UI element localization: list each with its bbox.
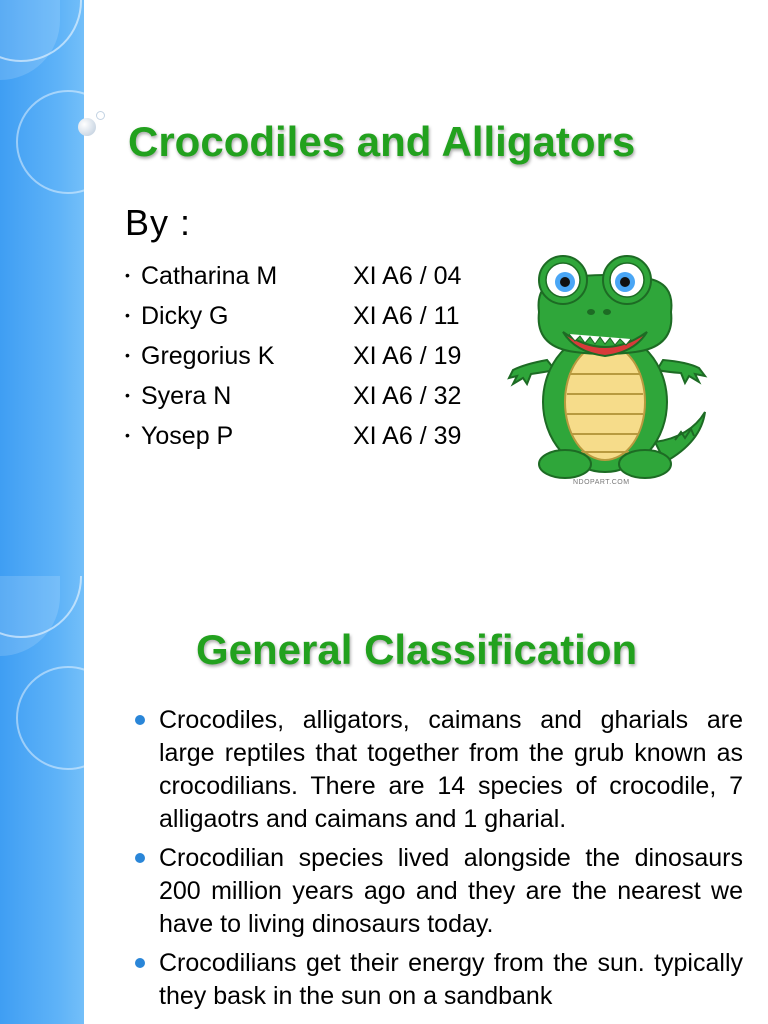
bullet-item [135, 947, 743, 1013]
decorative-ring [0, 0, 82, 62]
by-label: By : [125, 202, 192, 243]
bullet-item [135, 842, 743, 941]
bullet-text: Crocodilian species lived alongside the dinosaurs 200 million years ago and they are the nearest we have to living dinosaurs today. [159, 844, 743, 938]
decorative-ring [16, 90, 84, 194]
bullet-icon [135, 853, 145, 863]
decorative-ring [16, 666, 84, 770]
sidebar-decoration [0, 576, 84, 1024]
member-name: Syera N [141, 382, 232, 410]
bullet-icon: • [125, 267, 130, 283]
member-name: Gregorius K [141, 342, 275, 370]
slide-title-heading: Crocodiles and Alligators [128, 118, 636, 165]
decorative-bead-small [96, 111, 105, 120]
member-item [125, 382, 461, 422]
member-class: XI A6 / 19 [353, 342, 462, 370]
member-name: Dicky G [141, 302, 229, 330]
bullet-item [135, 704, 743, 836]
member-name: Catharina M [141, 262, 278, 290]
member-class: XI A6 / 32 [353, 382, 462, 410]
bullet-icon: • [125, 307, 130, 323]
member-item [125, 302, 461, 342]
bullet-text: Crocodilians get their energy from the sun. typically they bask in the sun on a sandbank [159, 949, 743, 1010]
bullet-icon [135, 958, 145, 968]
slide-heading: General Classification [196, 626, 638, 673]
decorative-ring [0, 576, 82, 638]
decorative-bead [78, 118, 96, 136]
bullet-icon [135, 715, 145, 725]
slide-general-classification [0, 576, 768, 1024]
member-class: XI A6 / 04 [353, 262, 462, 290]
member-class: XI A6 / 39 [353, 422, 462, 450]
image-credit: NDOPART.COM [573, 479, 630, 486]
member-item [125, 262, 461, 302]
bullet-icon: • [125, 387, 130, 403]
sidebar-decoration [0, 0, 84, 576]
sidebar-edge-line [84, 0, 86, 576]
sidebar-edge-line [84, 576, 86, 1024]
member-list [125, 262, 461, 462]
classification-bullet-list [135, 704, 743, 1019]
bullet-icon: • [125, 427, 130, 443]
member-item [125, 342, 461, 382]
member-item [125, 422, 461, 462]
member-name: Yosep P [141, 422, 234, 450]
bullet-text: Crocodiles, alligators, caimans and gharials are large reptiles that together from the grub known as crocodilians. There are 14 species of crocodile, 7 alligaotrs and caimans and 1 gharial. [159, 706, 743, 833]
crocodile-cartoon-image [505, 252, 715, 492]
member-class: XI A6 / 11 [353, 302, 460, 330]
bullet-icon: • [125, 347, 130, 363]
